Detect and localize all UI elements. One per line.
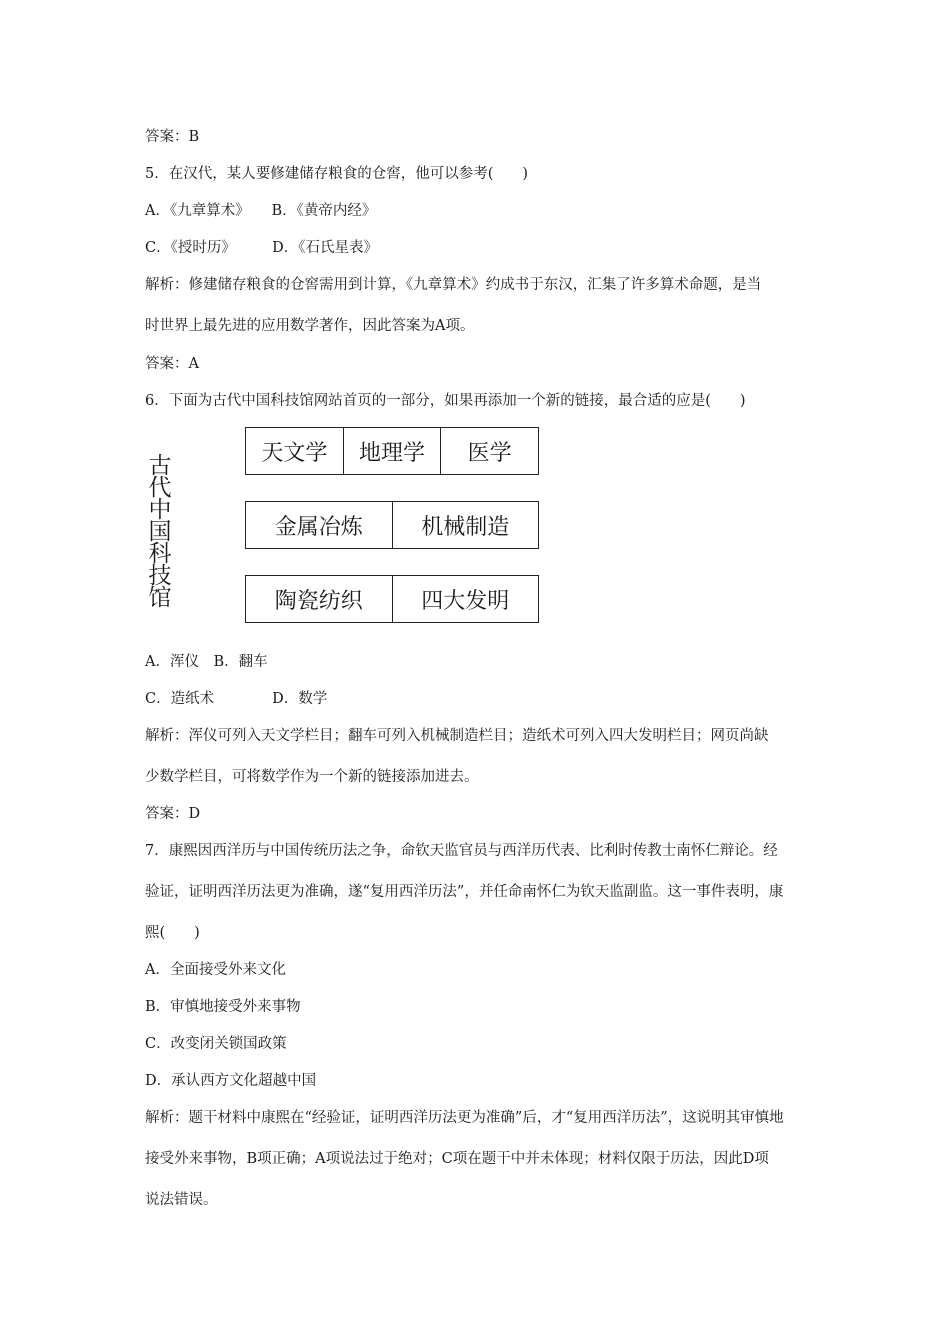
option-c: C．改变闭关锁国政策 bbox=[145, 1036, 287, 1052]
link-cell: 陶瓷纺织 bbox=[246, 576, 393, 622]
explanation-line: 解析：题干材料中康熙在“经验证，证明西洋历法更为准确”后，才“复用西洋历法”，这说明其审慎地 bbox=[145, 1110, 784, 1126]
answer-line: 答案：A bbox=[145, 356, 199, 372]
explanation-line: 时世界上最先进的应用数学著作，因此答案为A项。 bbox=[145, 318, 475, 334]
explanation-line: 接受外来事物，B项正确；A项说法过于绝对；C项在题干中并未体现；材料仅限于历法，因此D项 bbox=[145, 1151, 769, 1167]
link-cell: 机械制造 bbox=[421, 514, 510, 540]
link-cell: 金属冶炼 bbox=[246, 502, 393, 548]
link-cell: 四大发明 bbox=[421, 588, 510, 614]
explanation-line: 少数学栏目，可将数学作为一个新的链接添加进去。 bbox=[145, 769, 479, 785]
option-d: D．承认西方文化超越中国 bbox=[145, 1073, 317, 1089]
options-line: A．浑仪 B．翻车 bbox=[145, 654, 268, 670]
link-row bbox=[245, 575, 539, 623]
question-7: 验证，证明西洋历法更为准确，遂“复用西洋历法”，并任命南怀仁为钦天监副监。这一事件表明，康 bbox=[145, 884, 784, 900]
options-line: C．造纸术 D．数学 bbox=[145, 691, 328, 707]
options-line: C．《授时历》 D．《石氏星表》 bbox=[145, 240, 378, 256]
question-6: 6．下面为古代中国科技馆网站首页的一部分，如果再添加一个新的链接，最合适的应是( ) bbox=[145, 393, 746, 409]
answer-line: 答案：D bbox=[145, 806, 201, 822]
options-line: A．《九章算术》 B．《黄帝内经》 bbox=[145, 203, 377, 219]
option-b: B．审慎地接受外来事物 bbox=[145, 999, 301, 1015]
question-5: 5．在汉代，某人要修建储存粮食的仓窖，他可以参考( ) bbox=[145, 166, 529, 182]
link-row bbox=[245, 501, 539, 549]
explanation-line: 说法错误。 bbox=[145, 1192, 218, 1208]
link-row bbox=[245, 427, 539, 475]
link-cell: 天文学 bbox=[246, 428, 344, 474]
link-cell: 地理学 bbox=[344, 428, 442, 474]
explanation-line: 解析：修建储存粮食的仓窖需用到计算，《九章算术》约成书于东汉，汇集了许多算术命题，是当 bbox=[145, 277, 762, 293]
question-7: 熙( ) bbox=[145, 925, 200, 941]
option-a: A．全面接受外来文化 bbox=[145, 962, 286, 978]
explanation-line: 解析：浑仪可列入天文学栏目；翻车可列入机械制造栏目；造纸术可列入四大发明栏目；网页尚缺 bbox=[145, 728, 769, 744]
tech-museum-diagram bbox=[145, 425, 545, 630]
link-cell: 医学 bbox=[467, 440, 512, 466]
answer-line: 答案：B bbox=[145, 129, 200, 145]
diagram-title: 古代中国科技馆 bbox=[148, 453, 172, 611]
question-7: 7．康熙因西洋历与中国传统历法之争，命钦天监官员与西洋历代表、比利时传教士南怀仁辩论。经 bbox=[145, 843, 778, 859]
